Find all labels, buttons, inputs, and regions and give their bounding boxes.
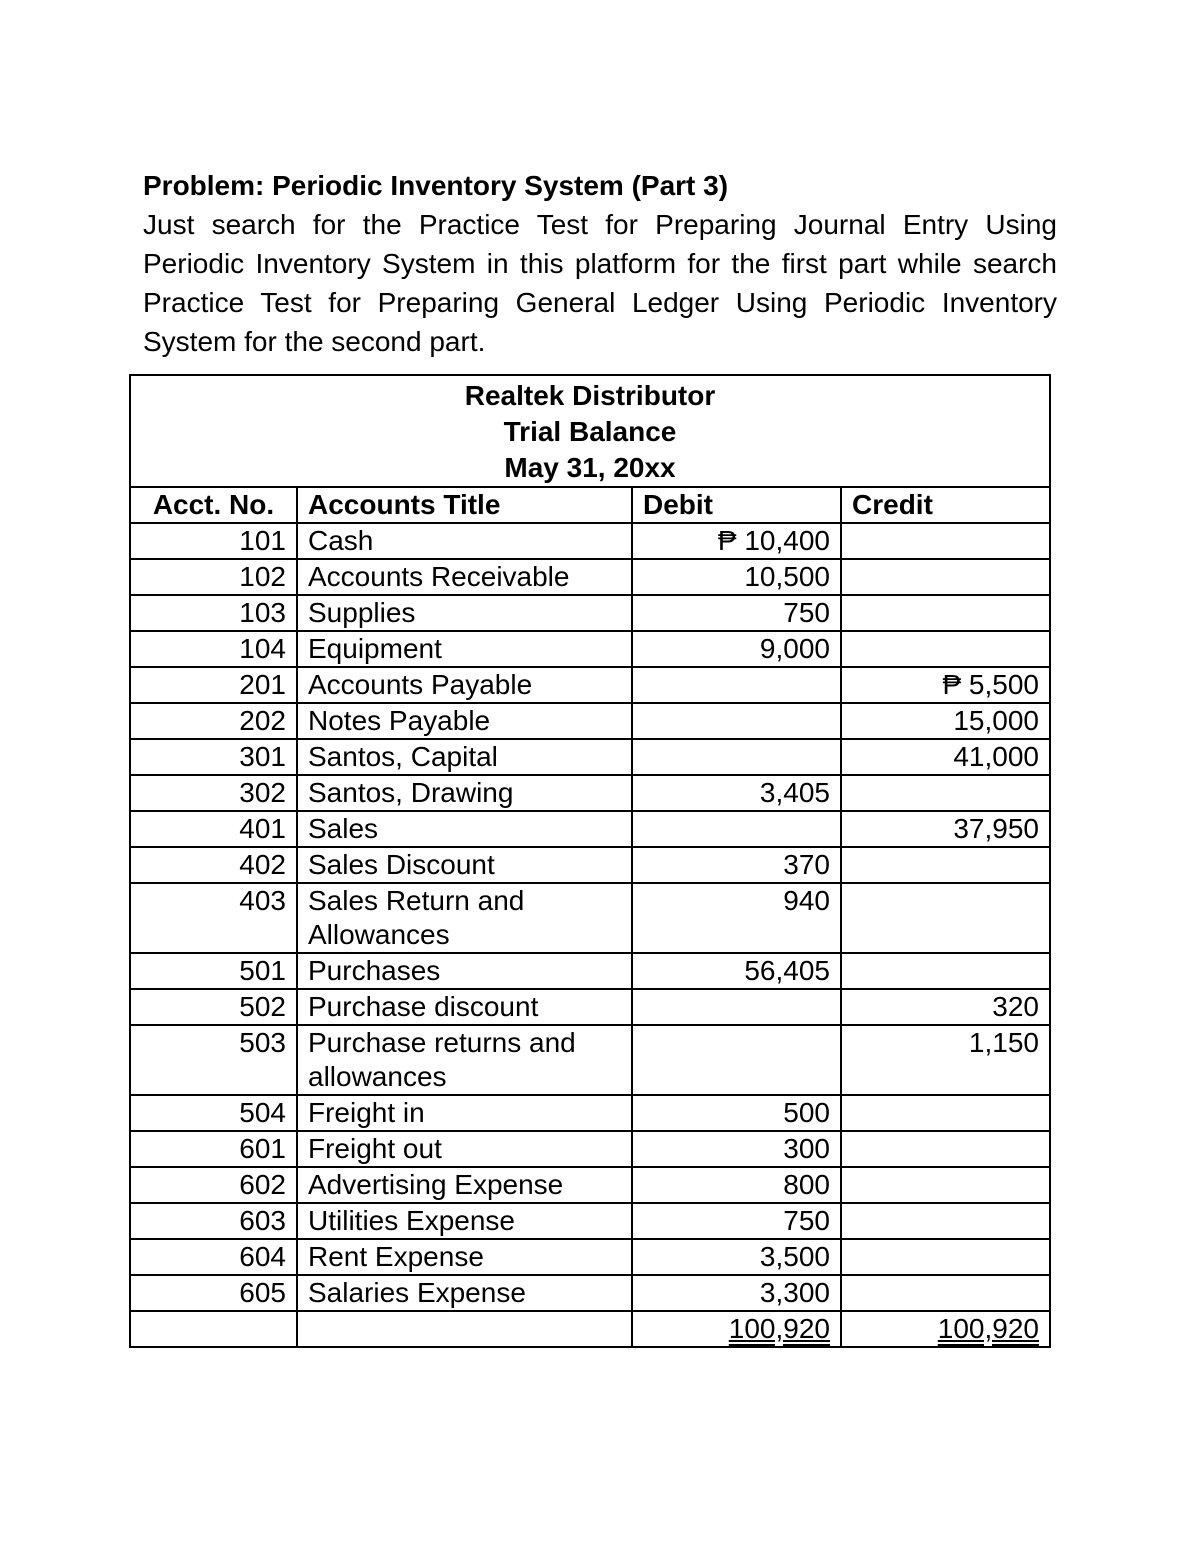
- credit-amount: [841, 775, 1050, 811]
- acct-no: 301: [130, 739, 297, 775]
- credit-amount: [841, 953, 1050, 989]
- acct-no: 403: [130, 883, 297, 953]
- credit-amount: [841, 559, 1050, 595]
- credit-amount: [841, 631, 1050, 667]
- trial-balance-table: [129, 374, 1051, 1348]
- acct-no: 401: [130, 811, 297, 847]
- account-title: Salaries Expense: [297, 1275, 632, 1311]
- col-title: Accounts Title: [297, 487, 632, 523]
- acct-no: 103: [130, 595, 297, 631]
- account-title: Sales Discount: [297, 847, 632, 883]
- credit-amount: [841, 1239, 1050, 1275]
- debit-amount: [632, 1025, 841, 1095]
- credit-amount: 1,150: [841, 1025, 1050, 1095]
- account-title: Rent Expense: [297, 1239, 632, 1275]
- credit-amount: 320: [841, 989, 1050, 1025]
- col-debit: Debit: [632, 487, 841, 523]
- table-row: [130, 811, 1050, 847]
- table-row: [130, 631, 1050, 667]
- total-credit: 100,920: [937, 1313, 1039, 1344]
- credit-amount: [841, 847, 1050, 883]
- table-row: [130, 559, 1050, 595]
- totals-row: [130, 1311, 1050, 1347]
- debit-amount: ₱ 10,400: [632, 523, 841, 559]
- total-debit: 100,920: [728, 1313, 830, 1344]
- credit-amount: [841, 1203, 1050, 1239]
- table-row: [130, 1167, 1050, 1203]
- account-title: Accounts Payable: [297, 667, 632, 703]
- acct-no: 201: [130, 667, 297, 703]
- table-row: [130, 883, 1050, 953]
- debit-amount: 500: [632, 1095, 841, 1131]
- credit-amount: 41,000: [841, 739, 1050, 775]
- account-title: Cash: [297, 523, 632, 559]
- acct-no: 601: [130, 1131, 297, 1167]
- acct-no: 102: [130, 559, 297, 595]
- table-row: [130, 1095, 1050, 1131]
- problem-statement: [143, 166, 1057, 361]
- credit-amount: [841, 1275, 1050, 1311]
- table-row: [130, 847, 1050, 883]
- table-row: [130, 595, 1050, 631]
- debit-amount: 750: [632, 595, 841, 631]
- acct-no: 202: [130, 703, 297, 739]
- debit-amount: [632, 739, 841, 775]
- account-title: Purchase returns and allowances: [297, 1025, 632, 1095]
- debit-amount: 3,300: [632, 1275, 841, 1311]
- account-title: Equipment: [297, 631, 632, 667]
- account-title: Supplies: [297, 595, 632, 631]
- credit-amount: [841, 1167, 1050, 1203]
- credit-amount: [841, 1131, 1050, 1167]
- account-title: Freight in: [297, 1095, 632, 1131]
- debit-amount: 750: [632, 1203, 841, 1239]
- col-credit: Credit: [841, 487, 1050, 523]
- credit-amount: 37,950: [841, 811, 1050, 847]
- table-row: [130, 523, 1050, 559]
- credit-amount: [841, 1095, 1050, 1131]
- account-title: Utilities Expense: [297, 1203, 632, 1239]
- acct-no: 302: [130, 775, 297, 811]
- debit-amount: [632, 989, 841, 1025]
- table-row: [130, 1275, 1050, 1311]
- acct-no: 104: [130, 631, 297, 667]
- credit-amount: [841, 523, 1050, 559]
- report-title: Trial Balance: [503, 416, 677, 447]
- account-title: Sales Return and Allowances: [297, 883, 632, 953]
- company-name: Realtek Distributor: [464, 380, 716, 411]
- acct-no: 504: [130, 1095, 297, 1131]
- credit-amount: [841, 883, 1050, 953]
- credit-amount: [841, 595, 1050, 631]
- acct-no: 603: [130, 1203, 297, 1239]
- debit-amount: 940: [632, 883, 841, 953]
- table-row: [130, 1239, 1050, 1275]
- col-acct-no: Acct. No.: [130, 487, 297, 523]
- credit-amount: ₱ 5,500: [841, 667, 1050, 703]
- table-heading: [130, 375, 1050, 487]
- credit-amount: 15,000: [841, 703, 1050, 739]
- debit-amount: 3,405: [632, 775, 841, 811]
- debit-amount: 56,405: [632, 953, 841, 989]
- acct-no: 604: [130, 1239, 297, 1275]
- table-row: [130, 775, 1050, 811]
- acct-no: 503: [130, 1025, 297, 1095]
- account-title: Santos, Capital: [297, 739, 632, 775]
- account-title: Purchase discount: [297, 989, 632, 1025]
- table-row: [130, 953, 1050, 989]
- account-title: Freight out: [297, 1131, 632, 1167]
- acct-no: 605: [130, 1275, 297, 1311]
- table-row: [130, 1131, 1050, 1167]
- debit-amount: [632, 811, 841, 847]
- acct-no: 402: [130, 847, 297, 883]
- acct-no: 501: [130, 953, 297, 989]
- debit-amount: 800: [632, 1167, 841, 1203]
- acct-no: 602: [130, 1167, 297, 1203]
- account-title: Sales: [297, 811, 632, 847]
- report-date: May 31, 20xx: [504, 452, 676, 483]
- account-title: Advertising Expense: [297, 1167, 632, 1203]
- table-row: [130, 989, 1050, 1025]
- header-row: [130, 487, 1050, 523]
- table-row: [130, 1025, 1050, 1095]
- table-row: [130, 667, 1050, 703]
- account-title: Accounts Receivable: [297, 559, 632, 595]
- debit-amount: 10,500: [632, 559, 841, 595]
- account-title: Notes Payable: [297, 703, 632, 739]
- acct-no: 502: [130, 989, 297, 1025]
- acct-no: 101: [130, 523, 297, 559]
- table-row: [130, 703, 1050, 739]
- account-title: Purchases: [297, 953, 632, 989]
- debit-amount: 9,000: [632, 631, 841, 667]
- problem-title: Problem: Periodic Inventory System (Part 3): [143, 170, 729, 201]
- debit-amount: 3,500: [632, 1239, 841, 1275]
- problem-body: Just search for the Practice Test for Preparing Journal Entry Using Periodic Inventory System in this platform for the first part while search Practice Test for Preparing General Ledger Using Periodic Inventory System for the second part.: [143, 209, 1057, 357]
- account-title: Santos, Drawing: [297, 775, 632, 811]
- debit-amount: 370: [632, 847, 841, 883]
- debit-amount: [632, 667, 841, 703]
- debit-amount: 300: [632, 1131, 841, 1167]
- table-row: [130, 739, 1050, 775]
- debit-amount: [632, 703, 841, 739]
- table-row: [130, 1203, 1050, 1239]
